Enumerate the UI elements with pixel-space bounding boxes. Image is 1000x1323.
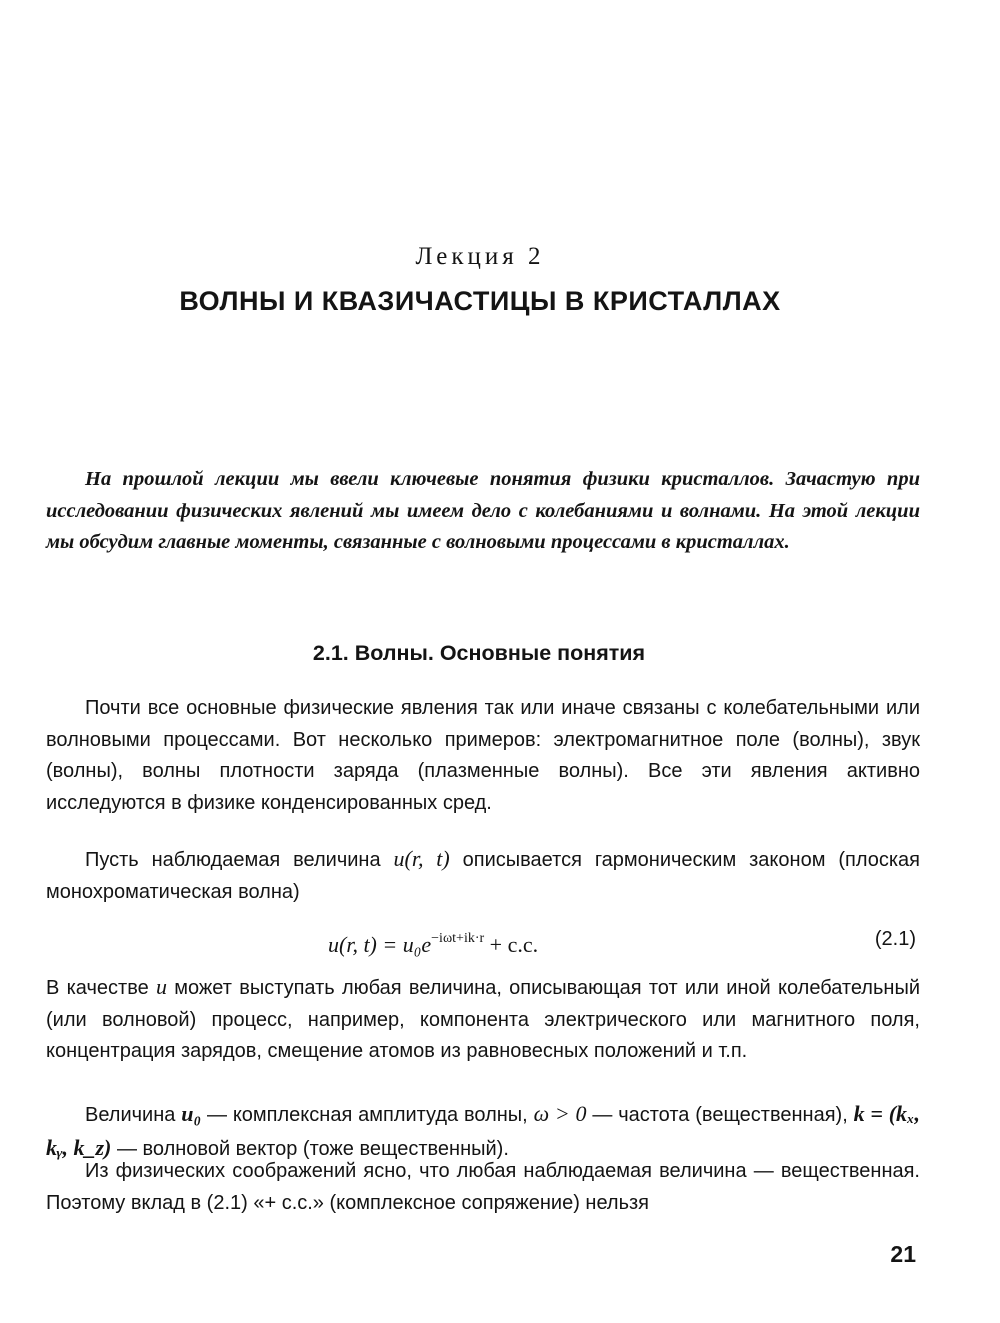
paragraph-text: Величина xyxy=(85,1104,182,1126)
math-wave-vector: k = (kₓ, kᵧ, k_z) xyxy=(46,1101,920,1160)
paragraph-text: — комплексная амплитуда волны, xyxy=(201,1104,534,1126)
paragraph-intro xyxy=(46,693,920,819)
lecture-number: Лекция 2 xyxy=(415,243,545,270)
paragraph-text: Из физических соображений ясно, что любая наблюдаемая величина — вещественная. Поэтому вклад в (2.1) «+ c.c.» (комплексное сопряжение) нельзя xyxy=(46,1160,920,1214)
paragraph-text: — частота (вещественная), xyxy=(586,1104,854,1126)
page-number: 21 xyxy=(890,1241,916,1267)
formula-expression xyxy=(328,921,538,963)
paragraph-real-quantity xyxy=(46,1156,920,1219)
math-u0: u₀ xyxy=(181,1101,202,1126)
formula-lhs: u(r, t) = u₀e xyxy=(328,932,432,957)
paragraph-text: описывается гармоническим законом (плоская монохроматическая волна) xyxy=(46,849,921,903)
paragraph-text: может выступать любая величина, описывающая тот или иной колебательный (или волновой) процесс, например, компонента электрического или магнитного поля, концентрация зарядов, смещение атомов из равновесных положений и т.п. xyxy=(46,977,920,1062)
paragraph-harmonic-law xyxy=(46,843,920,908)
math-u: u xyxy=(156,974,167,999)
math-omega: ω > 0 xyxy=(533,1101,587,1126)
formula-exponent: −iωt+ik·r xyxy=(431,931,485,946)
lecture-title: ВОЛНЫ И КВАЗИЧАСТИЦЫ В КРИСТАЛЛАХ xyxy=(179,286,781,316)
paragraph-text: — волновой вектор (тоже вещественный). xyxy=(111,1137,509,1160)
paragraph-text: Почти все основные физические явления так или иначе связаны с колебательными или волновыми процессами. Вот несколько примеров: электромагнитное поле (волны), звук (волны), волны плотности заряда (плазменные волны). Все эти явления активно исследуются в физике конденсированных сред. xyxy=(46,697,920,814)
math-u-r-t: u(r, t) xyxy=(393,846,450,871)
lecture-abstract: На прошлой лекции мы ввели ключевые понятия физики кристаллов. Зачастую при исследовании физических явлений мы имеем дело с колебаниями и волнами. На этой лекции мы обсудим главные моменты, связанные с волновыми процессами в кристаллах. xyxy=(46,468,920,553)
section-title: 2.1. Волны. Основные понятия xyxy=(312,641,646,665)
paragraph-quantity-u xyxy=(46,971,920,1068)
formula-2-1 xyxy=(0,921,1000,957)
paragraph-text: Пусть наблюдаемая величина xyxy=(85,849,394,871)
formula-rhs: + c.c. xyxy=(484,932,539,957)
paragraph-text: В качестве xyxy=(46,977,156,999)
paragraph-amplitude xyxy=(46,1098,920,1165)
equation-number: (2.1) xyxy=(874,928,916,950)
